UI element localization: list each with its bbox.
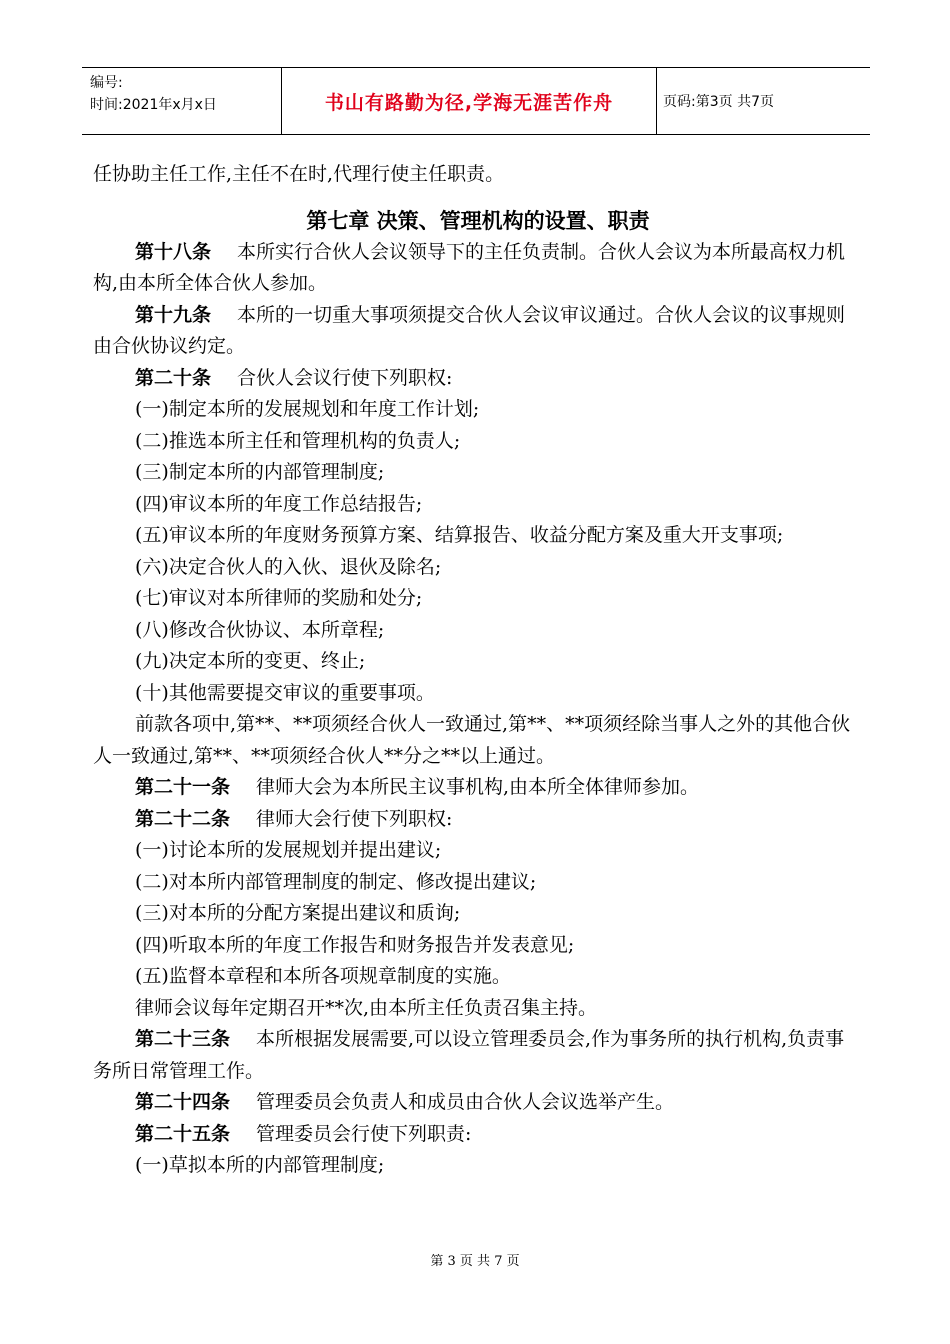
list-item: (三)制定本所的内部管理制度;	[135, 461, 385, 483]
list-item: (六)决定合伙人的入伙、退伙及除名;	[135, 555, 442, 578]
article-label: 第二十五条	[135, 1122, 231, 1145]
article-23	[93, 1024, 863, 1087]
list-item: (一)讨论本所的发展规划并提出建议;	[135, 839, 442, 861]
article-label: 第二十四条	[135, 1091, 231, 1113]
chapter-title: 第七章 决策、管理机构的设置、职责	[306, 208, 650, 233]
article-21	[93, 772, 863, 804]
article-label: 第十九条	[135, 303, 212, 326]
article-24	[93, 1087, 863, 1119]
header-motto: 书山有路勤为径,学海无涯苦作舟	[282, 68, 657, 134]
article-text: 本所根据发展需要,可以设立管理委员会,作为事务所的执行机构,负责事务所日常管理工作。	[93, 1028, 845, 1082]
list-item: (二)推选本所主任和管理机构的负责人;	[135, 429, 461, 452]
document-number-label: 编号:	[90, 75, 123, 91]
article-text: 律师大会行使下列职权:	[256, 807, 453, 830]
continued-paragraph: 任协助主任工作,主任不在时,代理行使主任职责。	[93, 163, 505, 185]
article-label: 第二十条	[135, 366, 212, 389]
page-header	[82, 67, 870, 135]
list-item: (一)制定本所的发展规划和年度工作计划;	[135, 398, 480, 420]
article-20-note: 前款各项中,第**、**项须经合伙人一致通过,第**、**项须经除当事人之外的其他合伙人一致通过,第**、**项须经合伙人**分之**以上通过。	[93, 713, 851, 767]
article-22	[93, 804, 863, 836]
article-25	[93, 1119, 863, 1151]
list-item: (三)对本所的分配方案提出建议和质询;	[135, 902, 461, 924]
article-label: 第二十三条	[135, 1028, 231, 1050]
article-22-note: 律师会议每年定期召开**次,由本所主任负责召集主持。	[135, 996, 598, 1019]
article-text: 合伙人会议行使下列职权:	[237, 366, 453, 389]
article-label: 第十八条	[135, 240, 212, 263]
list-item: (二)对本所内部管理制度的制定、修改提出建议;	[135, 870, 537, 893]
list-item: (五)审议本所的年度财务预算方案、结算报告、收益分配方案及重大开支事项;	[135, 524, 784, 546]
article-label: 第二十二条	[135, 807, 231, 830]
page-footer: 第 3 页 共 7 页	[430, 1254, 520, 1269]
article-text: 本所的一切重大事项须提交合伙人会议审议通过。合伙人会议的议事规则由合伙协议约定。	[93, 303, 846, 357]
list-item: (一)草拟本所的内部管理制度;	[135, 1154, 385, 1176]
list-item: (十)其他需要提交审议的重要事项。	[135, 681, 435, 704]
document-body	[93, 159, 863, 1182]
document-time-label: 时间:2021年x月x日	[90, 97, 217, 113]
article-18	[93, 237, 863, 300]
article-text: 本所实行合伙人会议领导下的主任负责制。合伙人会议为本所最高权力机构,由本所全体合伙人参加。	[93, 240, 846, 294]
article-text: 管理委员会负责人和成员由合伙人会议选举产生。	[256, 1091, 675, 1113]
article-20	[93, 363, 863, 395]
list-item: (四)审议本所的年度工作总结报告;	[135, 492, 423, 515]
article-19	[93, 300, 863, 363]
header-meta	[82, 68, 282, 134]
list-item: (七)审议对本所律师的奖励和处分;	[135, 587, 423, 609]
list-item: (五)监督本章程和本所各项规章制度的实施。	[135, 965, 511, 987]
list-item: (四)听取本所的年度工作报告和财务报告并发表意见;	[135, 933, 575, 956]
article-text: 律师大会为本所民主议事机构,由本所全体律师参加。	[256, 776, 700, 798]
article-text: 管理委员会行使下列职责:	[256, 1122, 472, 1145]
header-page-code: 页码:第3页 共7页	[663, 94, 774, 110]
list-item: (九)决定本所的变更、终止;	[135, 650, 366, 672]
article-label: 第二十一条	[135, 776, 231, 798]
list-item: (八)修改合伙协议、本所章程;	[135, 618, 385, 641]
